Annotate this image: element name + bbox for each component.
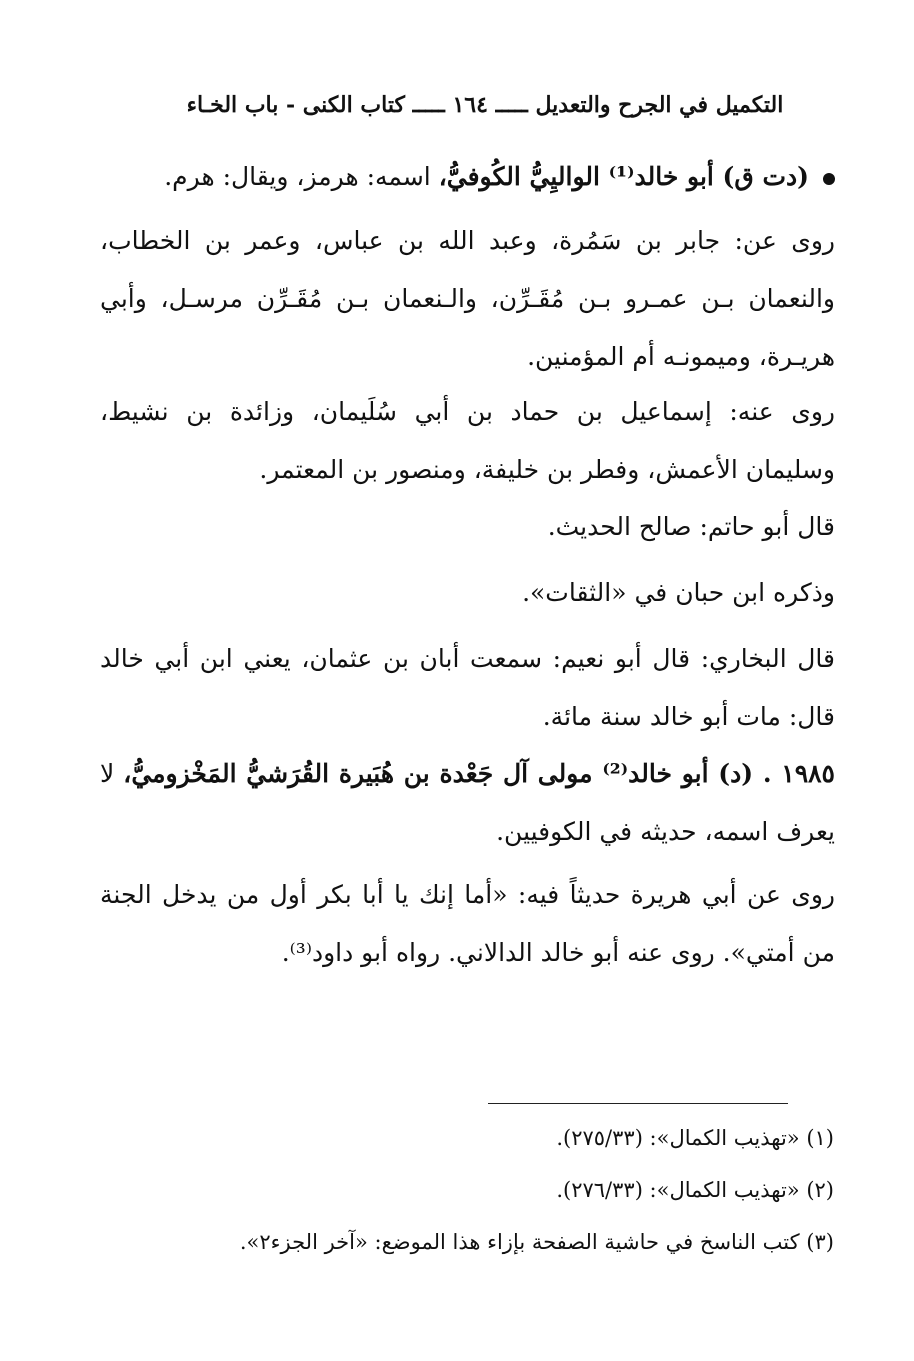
paragraph-abu-hatim: قال أبو حاتم: صالح الحديث. xyxy=(547,512,835,541)
paragraph-abu-hurayra-hadith: روى عن أبي هريرة حديثاً فيه: «أما إنك يا أبا بكر أول من يدخل الجنة من أمتي». روى عنه أبو خالد الدالاني. رواه أبو داود⁽³⁾. xyxy=(100,880,835,967)
entry-text: اسمه: هرمز، ويقال: هرم. xyxy=(164,162,439,191)
entry-text: لا يعرف اسمه، حديثه في الكوفيين. xyxy=(100,759,835,846)
paragraph-narrated-from: روى عن: جابر بن سَمُرة، وعبد الله بن عباس، وعمر بن الخطاب، والنعمان بـن عمـرو بـن مُقَـرِّن، والـنعمان بـن مُقَـرِّن مرسـل، وأبي هريـرة، وميمونـه أم المؤمنين. xyxy=(100,226,835,371)
running-header: التكميل في الجرح والتعديل ـــــ ١٦٤ ـــــ كتاب الكنى - باب الخـاء xyxy=(186,92,784,118)
paragraph-bukhari: قال البخاري: قال أبو نعيم: سمعت أبان بن عثمان، يعني ابن أبي خالد قال: مات أبو خالد سنة مائة. xyxy=(100,644,835,731)
paragraph-ibn-hibban: وذكره ابن حبان في «الثقات». xyxy=(522,578,835,607)
footnote-3: (٣) كتب الناسخ في حاشية الصفحة بإزاء هذا الموضع: «آخر الجزء٢». xyxy=(239,1230,834,1254)
entry-abu-khalid-alwalibi xyxy=(100,148,835,206)
footnote-2: (٢) «تهذيب الكمال»: (٢٧٦/٣٣). xyxy=(556,1178,834,1202)
entry-heading: ١٩٨٥ . (د) أبو خالد⁽²⁾ مولى آل جَعْدة بن هُبَيرة القُرَشيُّ المَخْزوميُّ، xyxy=(123,759,835,788)
bullet-icon xyxy=(823,173,835,185)
footnote-1: (١) «تهذيب الكمال»: (٢٧٥/٣٣). xyxy=(556,1126,834,1150)
entry-heading: (دت ق) أبو خالد⁽¹⁾ الواليِيُّ الكُوفيُّ، xyxy=(438,162,809,191)
paragraph-narrated-by: روى عنه: إسماعيل بن حماد بن أبي سُلَيمان، وزائدة بن نشيط، وسليمان الأعمش، وفطر بن خليفة، ومنصور بن المعتمر. xyxy=(100,397,835,484)
entry-1985-abu-khalid-mawla xyxy=(100,745,870,861)
footnote-separator xyxy=(488,1103,788,1104)
